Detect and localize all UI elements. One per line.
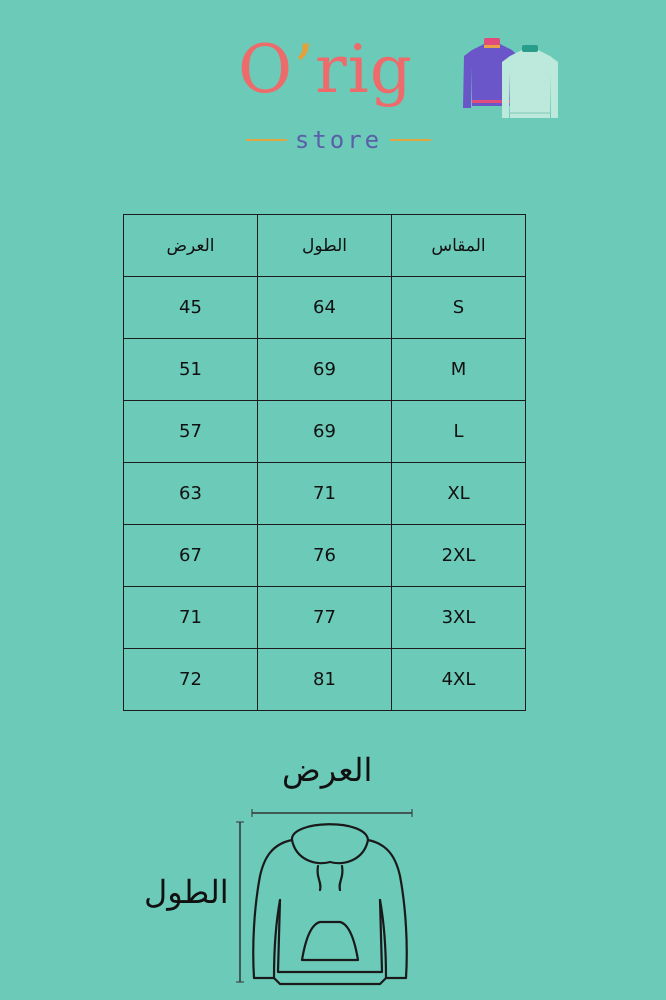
- header-width: العرض: [124, 215, 258, 277]
- cell-size: L: [392, 401, 526, 463]
- logo-store-label: store: [294, 126, 383, 154]
- cell-length: 64: [258, 277, 392, 339]
- logo-letters: rig: [315, 31, 414, 108]
- cell-size: 2XL: [392, 525, 526, 587]
- cell-width: 45: [124, 277, 258, 339]
- cell-length: 76: [258, 525, 392, 587]
- cell-width: 63: [124, 463, 258, 525]
- cell-size: M: [392, 339, 526, 401]
- table-row: [124, 587, 526, 649]
- sweaters-icon: [460, 36, 560, 124]
- cell-length: 71: [258, 463, 392, 525]
- size-chart-table: [123, 214, 526, 711]
- cell-length: 81: [258, 649, 392, 711]
- logo-apostrophe: ’: [293, 31, 316, 108]
- cell-width: 51: [124, 339, 258, 401]
- cell-width: 67: [124, 525, 258, 587]
- table-row: [124, 649, 526, 711]
- logo-divider-left: [246, 139, 287, 141]
- cell-length: 69: [258, 401, 392, 463]
- cell-size: 3XL: [392, 587, 526, 649]
- table-row: [124, 401, 526, 463]
- cell-size: 4XL: [392, 649, 526, 711]
- cell-width: 57: [124, 401, 258, 463]
- cell-width: 72: [124, 649, 258, 711]
- cell-size: XL: [392, 463, 526, 525]
- cell-length: 69: [258, 339, 392, 401]
- logo-wordmark: [238, 30, 413, 110]
- logo-divider-right: [390, 139, 431, 141]
- cell-size: S: [392, 277, 526, 339]
- table-row: [124, 525, 526, 587]
- hoodie-icon: [253, 824, 407, 984]
- hoodie-measurement-diagram: [140, 740, 440, 990]
- width-label: العرض: [282, 751, 373, 789]
- logo-subtitle: [246, 126, 431, 154]
- table-row: [124, 277, 526, 339]
- table-row: [124, 339, 526, 401]
- table-row: [124, 463, 526, 525]
- logo-letter-o: O: [238, 31, 294, 108]
- cell-width: 71: [124, 587, 258, 649]
- length-label: الطول: [144, 873, 229, 911]
- cell-length: 77: [258, 587, 392, 649]
- header-length: الطول: [258, 215, 392, 277]
- header-size: المقاس: [392, 215, 526, 277]
- table-header-row: [124, 215, 526, 277]
